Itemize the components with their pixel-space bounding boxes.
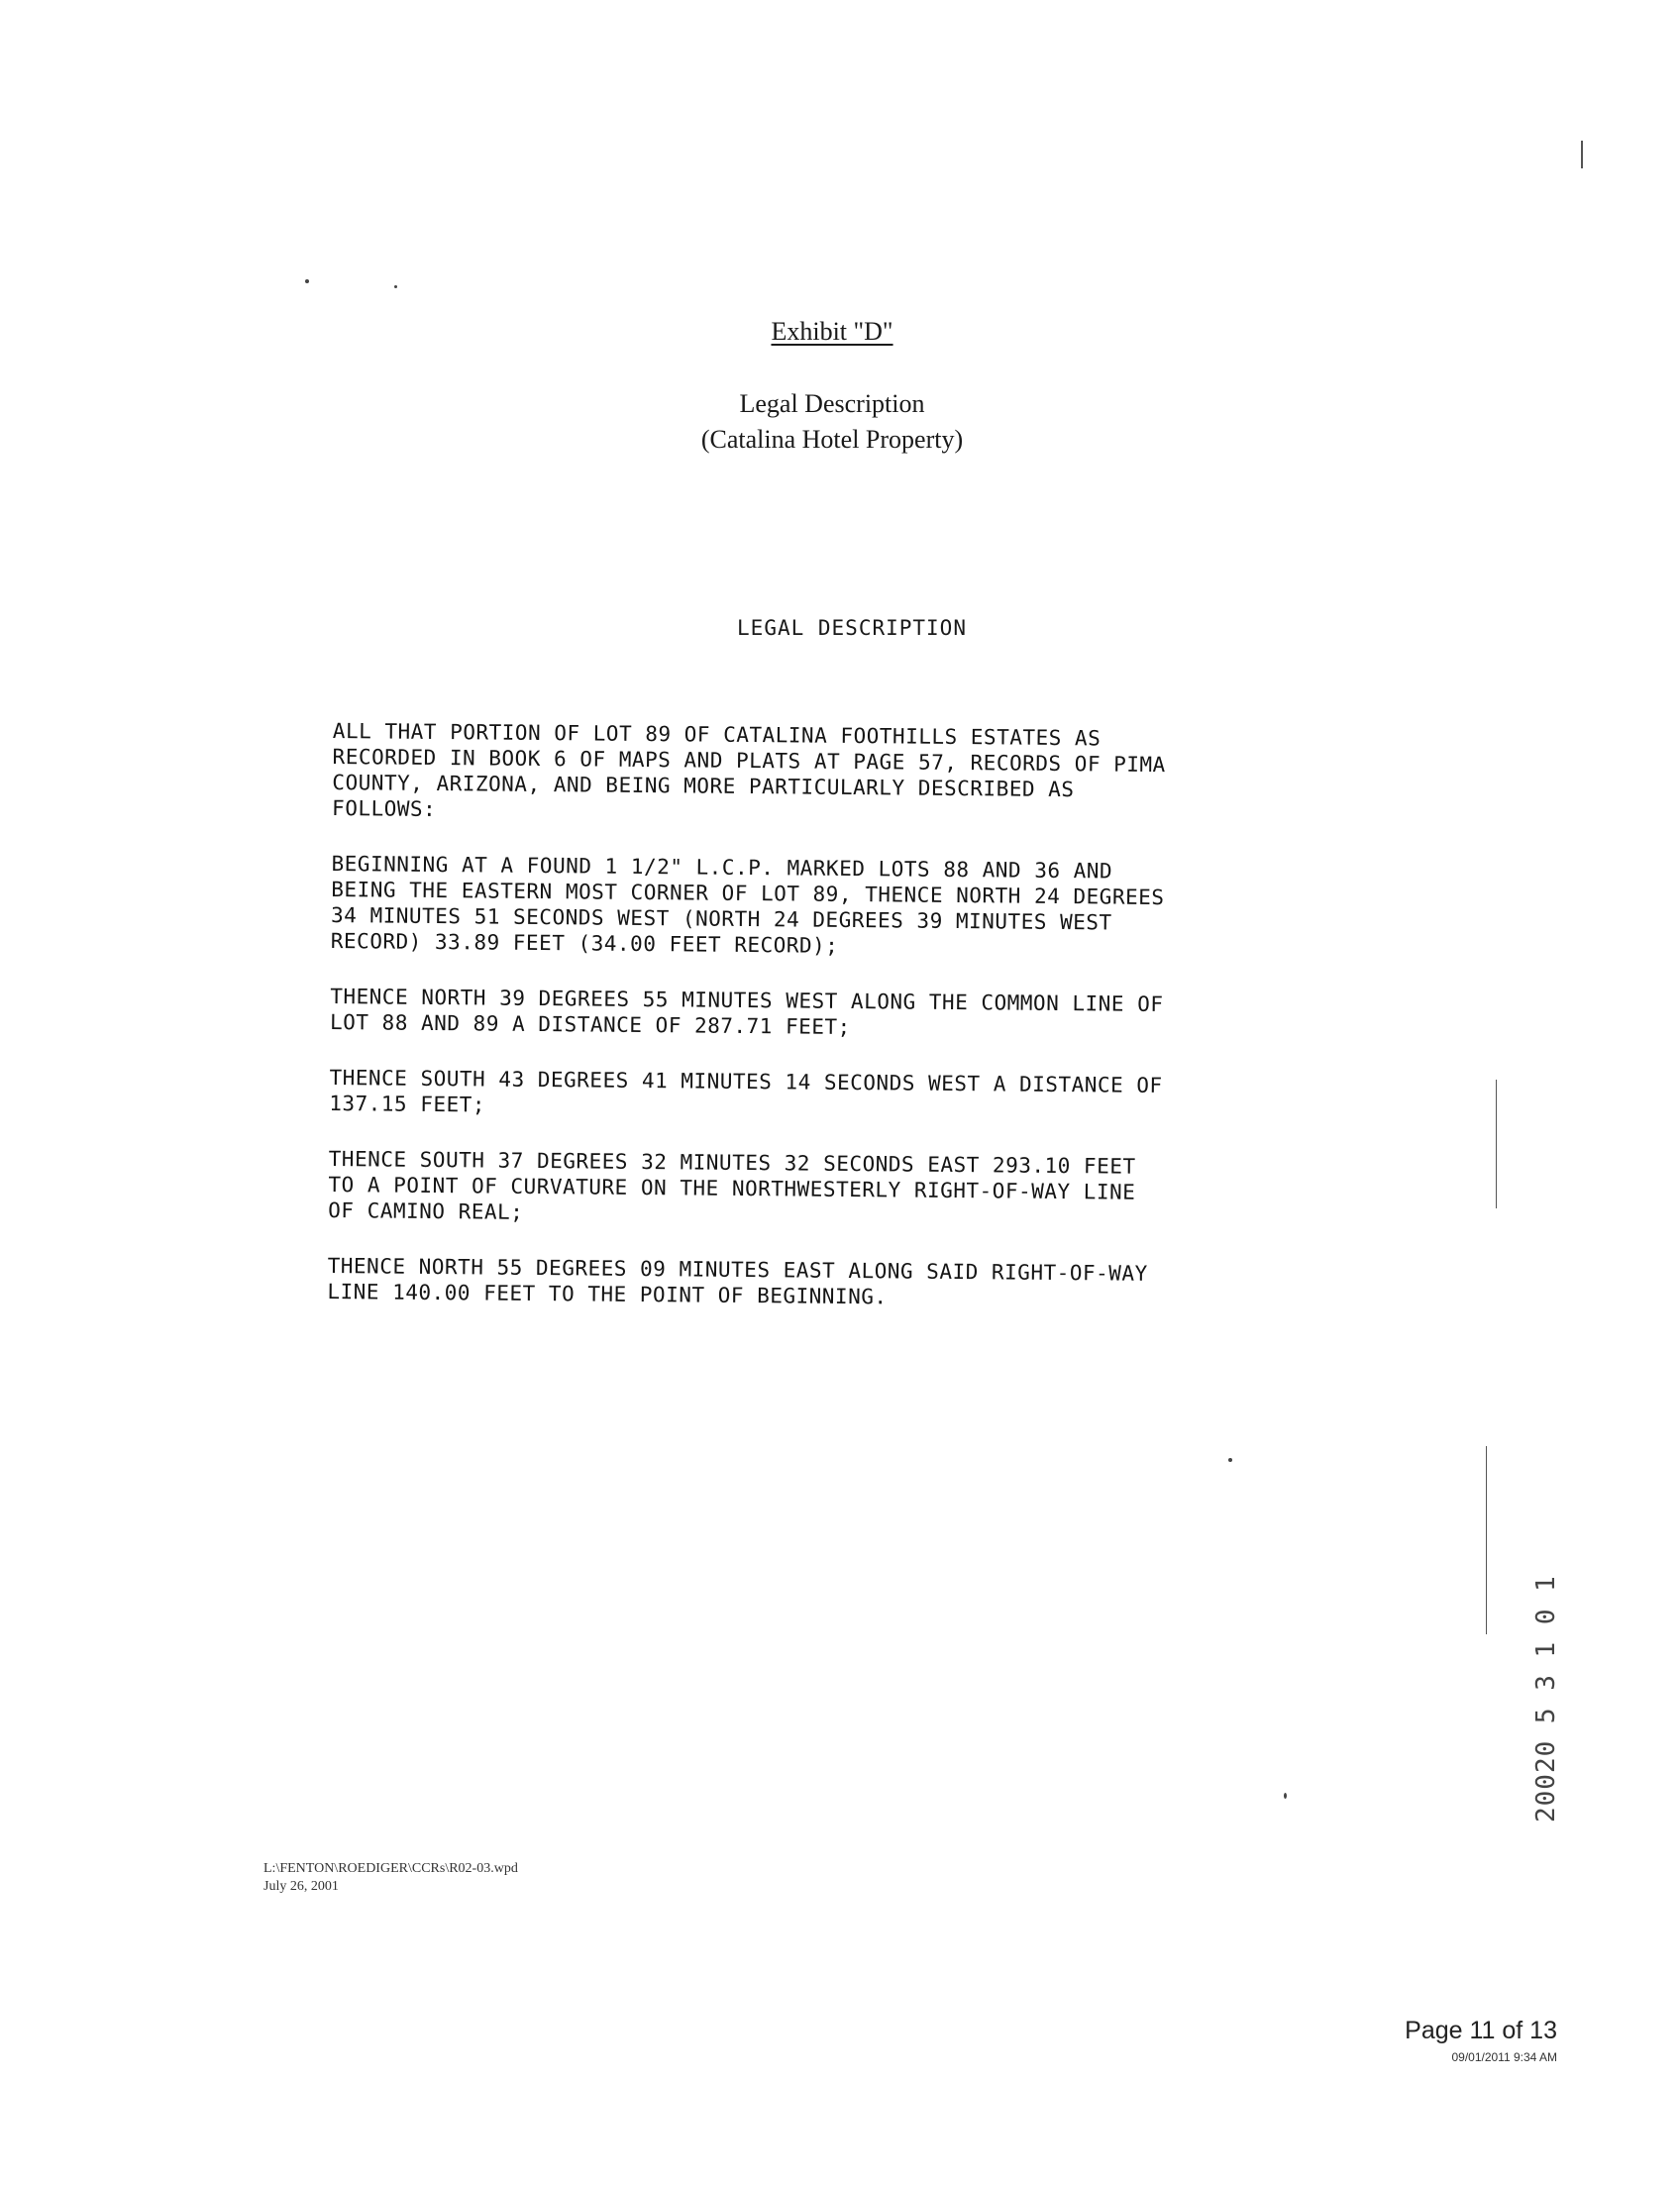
paragraph-south-43: THENCE SOUTH 43 DEGREES 41 MINUTES 14 SECONDS WEST A DISTANCE OF 137.15 FEET; xyxy=(329,1065,1163,1117)
page-number: Page 11 of 13 xyxy=(1405,2017,1557,2044)
page-timestamp: 09/01/2011 9:34 AM xyxy=(1451,2050,1557,2064)
exhibit-subtitle xyxy=(555,386,1109,458)
paragraph-lot-portion: ALL THAT PORTION OF LOT 89 OF CATALINA FOOTHILLS ESTATES AS RECORDED IN BOOK 6 OF MAPS AND PLATS AT PAGE 57, RECORDS OF PIMA COUNTY, ARIZONA, AND BEING MORE PARTICULARLY DESCRIBED AS FOLLOWS: xyxy=(332,718,1166,822)
subtitle-line-legal-description: Legal Description xyxy=(739,389,925,418)
scan-edge-line xyxy=(1496,1080,1497,1208)
footer-file-info xyxy=(263,1860,518,1896)
paragraph-beginning: BEGINNING AT A FOUND 1 1/2" L.C.P. MARKED LOTS 88 AND 36 AND BEING THE EASTERN MOST CORNER OF LOT 89, THENCE NORTH 24 DEGREES 34 MINUTES 51 SECONDS WEST (NORTH 24 DEGREES 39 MINUTES WEST RECORD) 33.89 FEET (34.00 FEET RECORD); xyxy=(330,851,1165,958)
scan-speck xyxy=(1284,1793,1287,1799)
scan-speck xyxy=(394,285,397,288)
scan-edge-line xyxy=(1581,141,1583,168)
footer-date: July 26, 2001 xyxy=(263,1879,339,1894)
recorder-stamp: 20020 5 3 1 0 1 xyxy=(1531,1575,1561,1822)
section-heading: LEGAL DESCRIPTION xyxy=(737,616,967,640)
paragraph-north-39: THENCE NORTH 39 DEGREES 55 MINUTES WEST ALONG THE COMMON LINE OF LOT 88 AND 89 A DISTANCE OF 287.71 FEET; xyxy=(329,984,1164,1040)
exhibit-title: Exhibit "D" xyxy=(771,317,893,346)
paragraph-north-55: THENCE NORTH 55 DEGREES 09 MINUTES EAST ALONG SAID RIGHT-OF-WAY LINE 140.00 FEET TO THE POINT OF BEGINNING. xyxy=(327,1253,1148,1309)
scan-speck xyxy=(305,279,309,283)
legal-description-body xyxy=(327,718,1383,1344)
subtitle-line-property: (Catalina Hotel Property) xyxy=(700,425,964,454)
footer-file-path: L:\FENTON\ROEDIGER\CCRs\R02-03.wpd xyxy=(263,1861,518,1876)
scan-speck xyxy=(1228,1458,1232,1462)
scan-edge-line xyxy=(1486,1446,1487,1634)
paragraph-south-37: THENCE SOUTH 37 DEGREES 32 MINUTES 32 SECONDS EAST 293.10 FEET TO A POINT OF CURVATURE ON THE NORTHWESTERLY RIGHT-OF-WAY LINE OF CAMINO REAL; xyxy=(328,1146,1136,1224)
